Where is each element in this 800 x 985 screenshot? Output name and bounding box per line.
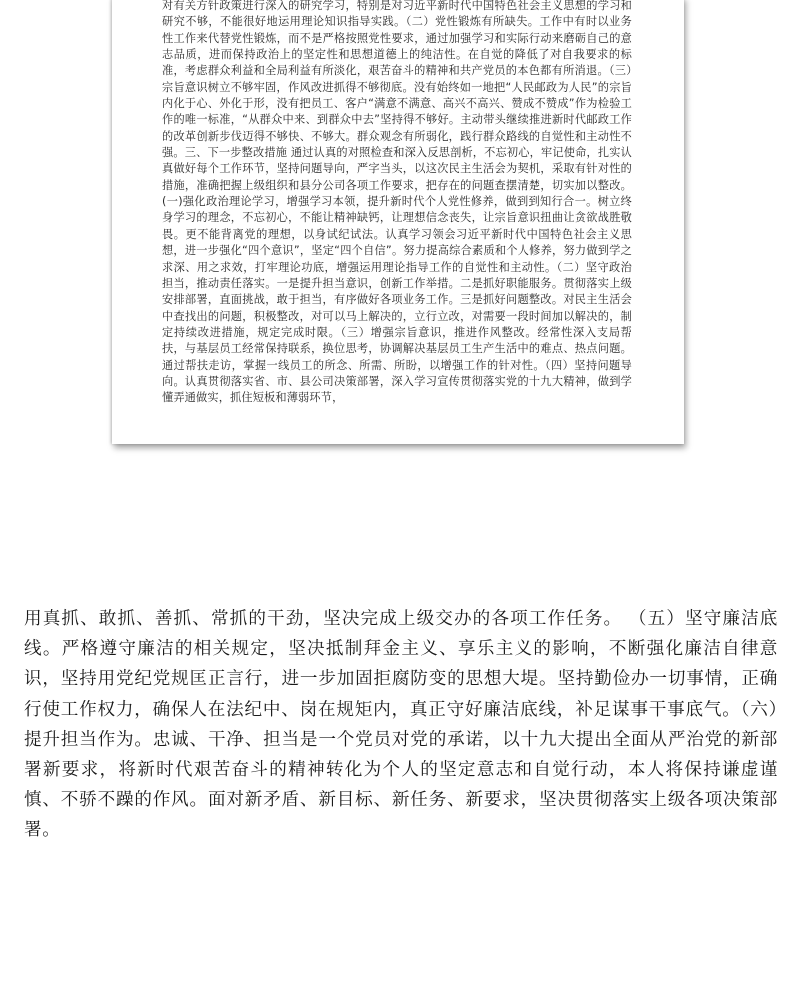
body-paragraph: 用真抓、敢抓、善抓、常抓的干劲，坚决完成上级交办的各项工作任务。 （五）坚守廉洁底线。严格遵守廉洁的相关规定，坚决抵制拜金主义、享乐主义的影响，不断强化廉洁自律意识，坚持用党纪党规匡正言行，进一步加固拒腐防变的思想大堤。坚持勤俭办一切事情，正确行使工作权力，确保人在法纪中、岗在规矩内，真正守好廉洁底线，补足谋事干事底气。（六）提升担当作为。忠诚、干净、担当是一个党员对党的承诺，以十九大提出全面从严治党的新部署新要求，将新时代艰苦奋斗的精神转化为个人的坚定意志和自觉行动，本人将保持谦虚谨慎、不骄不躁的作风。面对新矛盾、新目标、新任务、新要求，坚决贯彻落实上级各项决策部署。 xyxy=(24,609,778,841)
scanned-document-page xyxy=(112,0,684,444)
scanned-page-text: 对有关方针政策进行深入的研究学习，特别是对习近平新时代中国特色社会主义思想的学习和研究不够，不能很好地运用理论知识指导实践。（二）党性锻炼有所缺失。工作中有时以业务性工作来代替党性锻炼，而不是严格按照党性要求，通过加强学习和实际行动来磨砺自己的意志品质，进而保持政治上的坚定性和思想道德上的纯洁性。在自觉的降低了对自我要求的标准，考虑群众利益和全局利益有所淡化，艰苦奋斗的精神和共产党员的本色都有所消退。（三）宗旨意识树立不够牢固，作风改进抓得不够彻底。没有始终如一地把“人民邮政为人民”的宗旨内化于心、外化于形，没有把员工、客户“满意不满意、高兴不高兴、赞成不赞成”作为检验工作的唯一标准，“从群众中来、到群众中去”坚持得不够好。主动带头继续推进新时代邮政工作的改革创新步伐迈得不够快、不够大。群众观念有所弱化，践行群众路线的自觉性和主动性不强。三、下一步整改措施 通过认真的对照检查和深入反思剖析，不忘初心，牢记使命，扎实认真做好每个工作环节，坚持问题导向，严字当头，以这次民主生活会为契机，采取有针对性的措施，准确把握上级组织和县分公司各项工作要求，把存在的问题查摆清楚，切实加以整改。(一)强化政治理论学习，增强学习本领，提升新时代个人党性修养，做到到知行合一。树立终身学习的理念，不忘初心，不能让精神缺钙，让理想信念丧失，让宗旨意识扭曲让贪欲战胜敬畏。更不能背离党的理想，以身试纪试法。认真学习领会习近平新时代中国特色社会主义思想，进一步强化“四个意识”，坚定“四个自信”。努力提高综合素质和个人修养，努力做到学之求深、用之求效，打牢理论功底，增强运用理论指导工作的自觉性和主动性。（二）坚守政治担当，推动责任落实。一是提升担当意识，创新工作举措。二是抓好职能服务。贯彻落实上级安排部署，直面挑战，敢于担当，有序做好各项业务工作。三是抓好问题整改。对民主生活会中查找出的问题，积极整改，对可以马上解决的，立行立改，对需要一段时间加以解决的，制定持续改进措施，规定完成时限。（三）增强宗旨意识，推进作风整改。经常性深入支局帮扶，与基层员工经常保持联系，换位思考，协调解决基层员工生产生活中的难点、热点问题。通过帮扶走访，掌握一线员工的所念、所需、所盼，以增强工作的针对性。（四）坚持问题导向。认真贯彻落实省、市、县公司决策部署，深入学习宣传贯彻落实党的十九大精神，做到学懂弄通做实，抓住短板和薄弱环节， xyxy=(162,0,632,405)
